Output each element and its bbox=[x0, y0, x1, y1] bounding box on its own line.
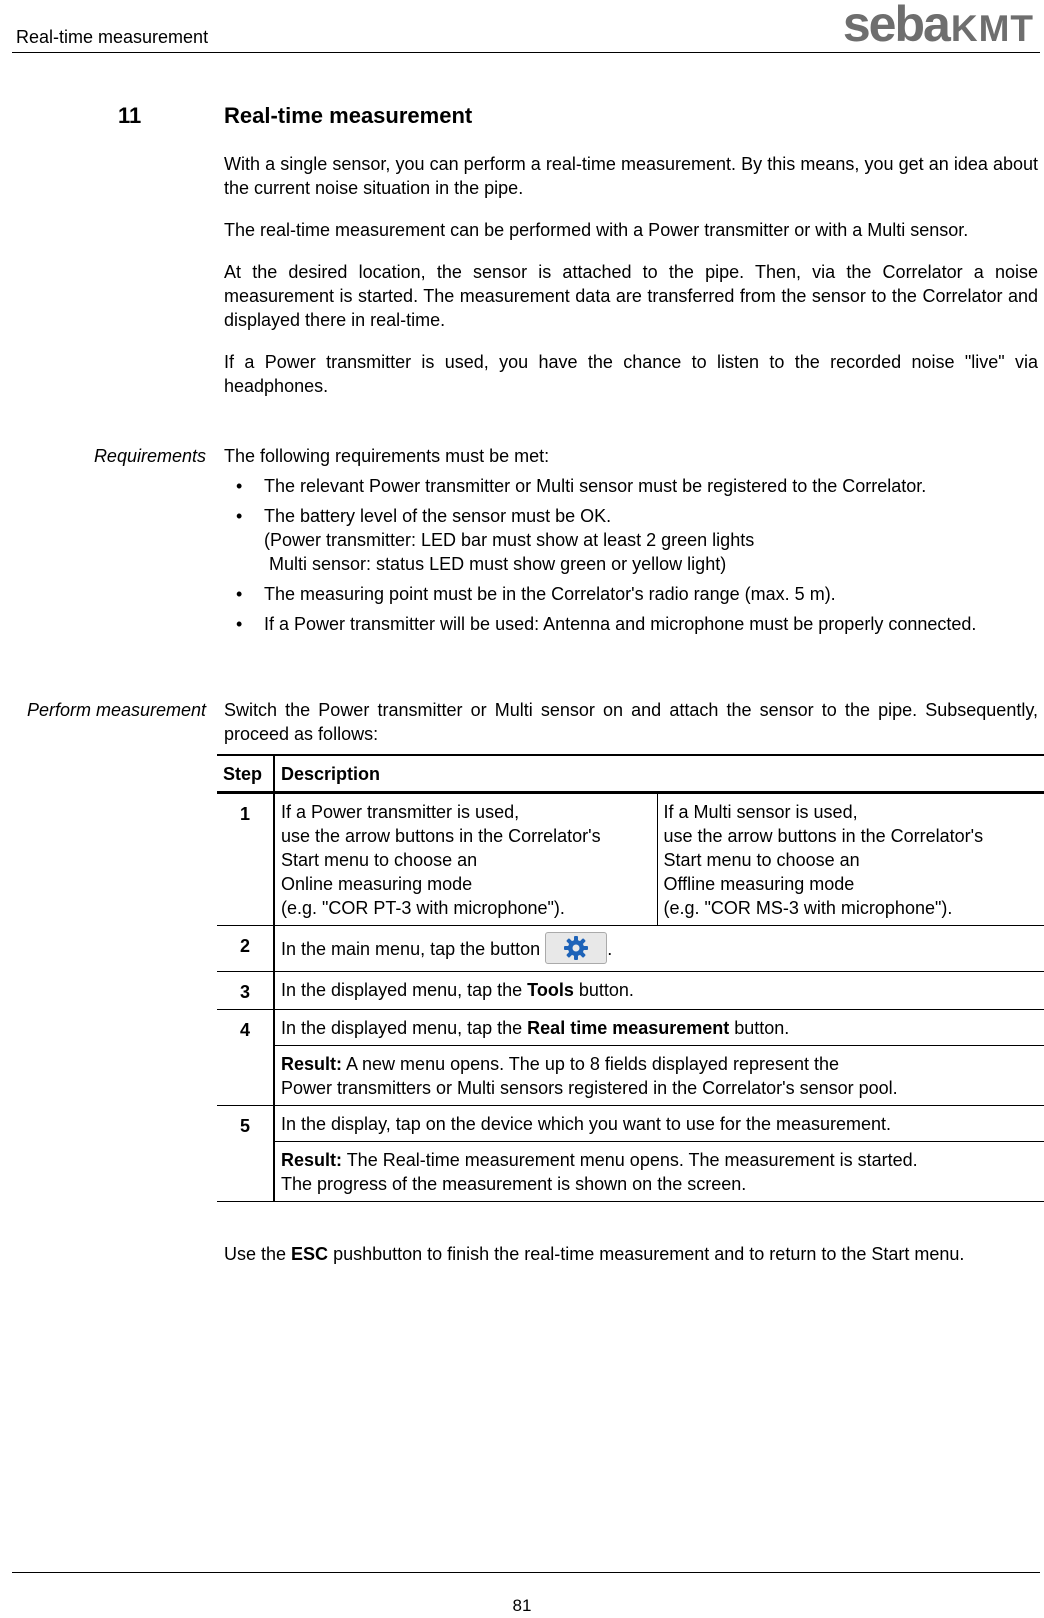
step-4-result: Result: A new menu opens. The up to 8 fields displayed represent the Power transmitters or Multi sensors registered in the Correlator's sensor pool. bbox=[274, 1046, 1044, 1106]
intro-paragraph-4: If a Power transmitter is used, you have the chance to listen to the recorded noise "live" via headphones. bbox=[224, 352, 1038, 396]
requirements-side-label: Requirements bbox=[93, 446, 206, 466]
column-header-step: Step bbox=[217, 755, 274, 793]
table-row bbox=[217, 793, 1044, 926]
list-item: • The measuring point must be in the Correlator's radio range (max. 5 m). bbox=[236, 584, 836, 604]
intro-section bbox=[224, 152, 1038, 398]
list-item: • The battery level of the sensor must be OK. (Power transmitter: LED bar must show at least 2 green lights Multi sensor: status LED must show green or yellow light) bbox=[236, 506, 755, 574]
requirements-lead: The following requirements must be met: bbox=[224, 446, 550, 466]
outro-section bbox=[224, 1242, 1038, 1266]
step-1-multi-sensor: If a Multi sensor is used, use the arrow buttons in the Correlator's Start menu to choose an Offline measuring mode (e.g. "COR MS-3 with microphone"). bbox=[657, 793, 1044, 926]
sebakmt-logo: sebaKMT bbox=[842, 0, 1034, 52]
gear-icon bbox=[563, 935, 589, 961]
list-item: • If a Power transmitter will be used: Antenna and microphone must be properly connected. bbox=[236, 614, 977, 634]
table-row bbox=[217, 926, 1044, 972]
bullet-icon: • bbox=[236, 614, 243, 634]
bullet-icon: • bbox=[236, 584, 243, 604]
step-number: 5 bbox=[217, 1106, 274, 1202]
intro-paragraph-2: The real-time measurement can be performed with a Power transmitter or with a Multi sensor. bbox=[224, 220, 969, 240]
table-row bbox=[217, 1010, 1044, 1046]
step-number: 4 bbox=[217, 1010, 274, 1106]
requirements-list bbox=[224, 474, 1038, 636]
intro-paragraph-1: With a single sensor, you can perform a real-time measurement. By this means, you get an idea about the current noise situation in the pipe. bbox=[224, 154, 1038, 198]
step-3-description: In the displayed menu, tap the Tools button. bbox=[274, 972, 1044, 1010]
list-item: • The relevant Power transmitter or Multi sensor must be registered to the Correlator. bbox=[236, 476, 927, 496]
step-number: 1 bbox=[217, 793, 274, 926]
step-2-description: In the main menu, tap the button . bbox=[274, 926, 1044, 972]
perform-section bbox=[224, 698, 1038, 746]
outro-paragraph: Use the ESC pushbutton to finish the real-time measurement and to return to the Start menu. bbox=[224, 1244, 965, 1264]
page-number: 81 bbox=[512, 1596, 532, 1615]
requirements-section bbox=[224, 444, 1038, 642]
step-5-result: Result: The Real-time measurement menu opens. The measurement is started. The progress of the measurement is shown on the screen. bbox=[274, 1142, 1044, 1202]
column-header-description: Description bbox=[274, 755, 1044, 793]
step-number: 3 bbox=[217, 972, 274, 1010]
table-header-row bbox=[217, 755, 1044, 793]
settings-gear-button bbox=[545, 932, 607, 964]
step-1-power-transmitter: If a Power transmitter is used, use the arrow buttons in the Correlator's Start menu to choose an Online measuring mode (e.g. "COR PT-3 with microphone"). bbox=[274, 793, 657, 926]
footer-divider bbox=[12, 1572, 1040, 1573]
bullet-icon: • bbox=[236, 476, 243, 496]
intro-paragraph-3: At the desired location, the sensor is attached to the pipe. Then, via the Correlator a noise measurement is started. The measurement data are transferred from the sensor to the Correlator and displayed there in real-time. bbox=[224, 262, 1038, 330]
step-4-description: In the displayed menu, tap the Real time measurement button. bbox=[274, 1010, 1044, 1046]
table-row bbox=[217, 1046, 1044, 1106]
chapter-number: 11 bbox=[118, 103, 142, 128]
step-number: 2 bbox=[217, 926, 274, 972]
steps-table bbox=[217, 754, 1044, 1202]
table-row bbox=[217, 1142, 1044, 1202]
perform-lead: Switch the Power transmitter or Multi sensor on and attach the sensor to the pipe. Subsequently, proceed as follows: bbox=[224, 700, 1038, 744]
step-5-description: In the display, tap on the device which you want to use for the measurement. bbox=[274, 1106, 1044, 1142]
page-header bbox=[12, 0, 1040, 53]
table-row bbox=[217, 972, 1044, 1010]
table-row bbox=[217, 1106, 1044, 1142]
chapter-title: Real-time measurement bbox=[224, 103, 473, 128]
perform-side-label: Perform measurement bbox=[26, 700, 206, 720]
running-header-title: Real-time measurement bbox=[16, 27, 209, 47]
bullet-icon: • bbox=[236, 506, 243, 526]
